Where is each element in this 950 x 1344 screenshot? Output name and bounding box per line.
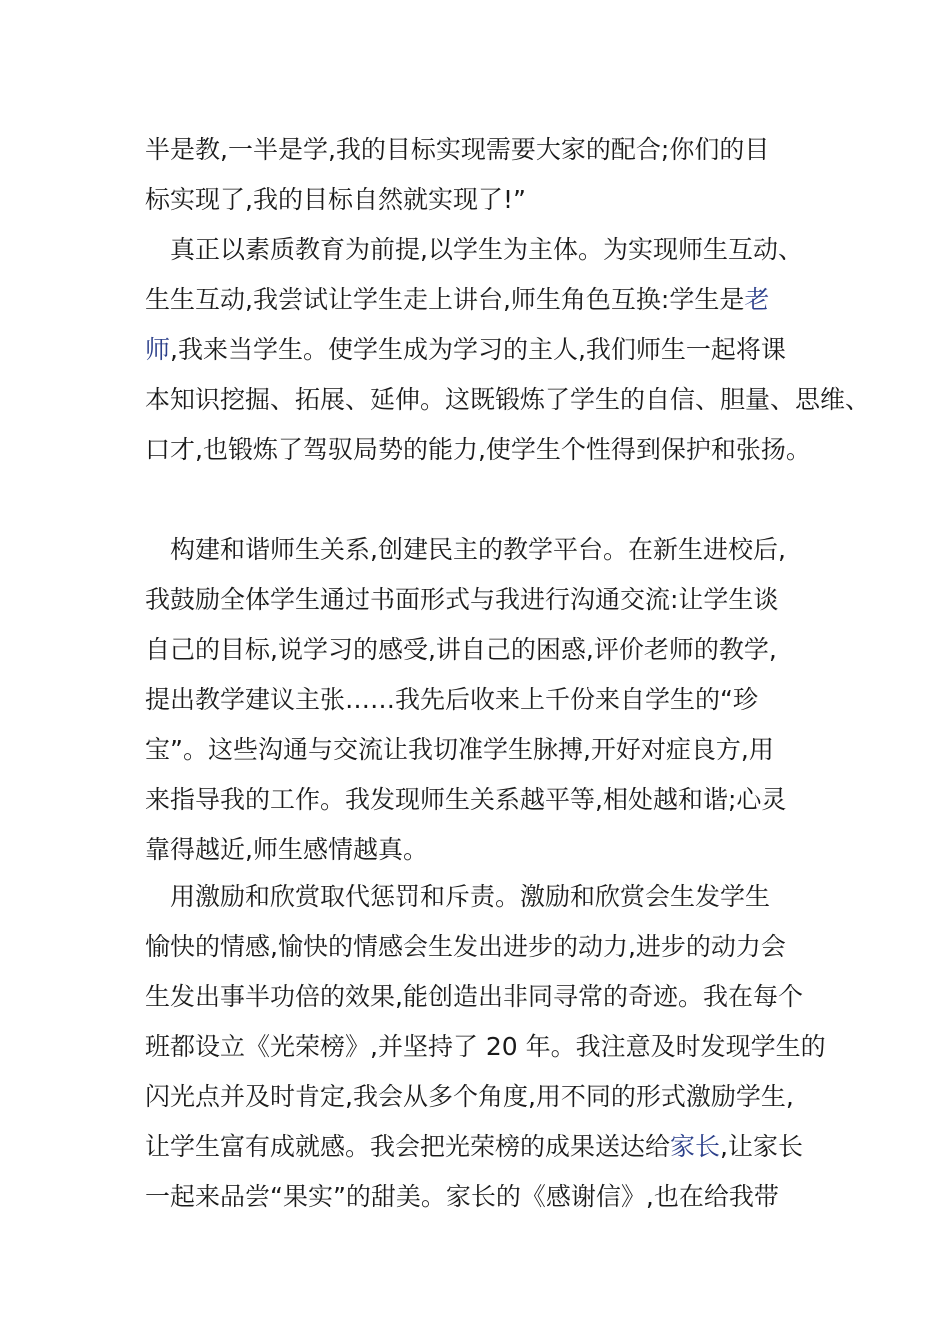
text-line: 让学生富有成就感。我会把光荣榜的成果送达给家长,让家长 xyxy=(145,1132,803,1161)
text-line: 宝”。这些沟通与交流让我切准学生脉搏,开好对症良方,用 xyxy=(145,735,774,764)
link-parents[interactable]: 家长 xyxy=(670,1132,721,1161)
text-line: 愉快的情感,愉快的情感会生发出进步的动力,进步的动力会 xyxy=(145,932,786,961)
text-line: 师,我来当学生。使学生成为学习的主人,我们师生一起将课 xyxy=(145,335,786,364)
text-line: 生生互动,我尝试让学生走上讲台,师生角色互换:学生是老 xyxy=(145,285,770,314)
text-line: 生发出事半功倍的效果,能创造出非同寻常的奇迹。我在每个 xyxy=(145,982,803,1011)
text-line: 构建和谐师生关系,创建民主的教学平台。在新生进校后, xyxy=(145,535,786,564)
text-line: 口才,也锻炼了驾驭局势的能力,使学生个性得到保护和张扬。 xyxy=(145,435,811,464)
text-line: 来指导我的工作。我发现师生关系越平等,相处越和谐;心灵 xyxy=(145,785,787,814)
text-line: 标实现了,我的目标自然就实现了!” xyxy=(145,185,526,214)
text-line: 用激励和欣赏取代惩罚和斥责。激励和欣赏会生发学生 xyxy=(145,882,771,911)
link-teacher[interactable]: 老 xyxy=(744,285,770,314)
text-line: 闪光点并及时肯定,我会从多个角度,用不同的形式激励学生, xyxy=(145,1082,794,1111)
text-line: 真正以素质教育为前提,以学生为主体。为实现师生互动、 xyxy=(145,235,803,264)
text-line: 自己的目标,说学习的感受,讲自己的困惑,评价老师的教学, xyxy=(145,635,777,664)
text-line: 我鼓励全体学生通过书面形式与我进行沟通交流:让学生谈 xyxy=(145,585,779,614)
text-line: 提出教学建议主张……我先后收来上千份来自学生的“珍 xyxy=(145,685,758,714)
link-teacher-cont[interactable]: 师 xyxy=(145,335,171,364)
text-line: 半是教,一半是学,我的目标实现需要大家的配合;你们的目 xyxy=(145,135,770,164)
text-line: 靠得越近,师生感情越真。 xyxy=(145,835,428,864)
text-line: 班都设立《光荣榜》,并坚持了 20 年。我注意及时发现学生的 xyxy=(145,1032,826,1061)
text-line: 一起来品尝“果实”的甜美。家长的《感谢信》,也在给我带 xyxy=(145,1182,779,1211)
text-line: 本知识挖掘、拓展、延伸。这既锻炼了学生的自信、胆量、思维、 xyxy=(145,385,871,414)
